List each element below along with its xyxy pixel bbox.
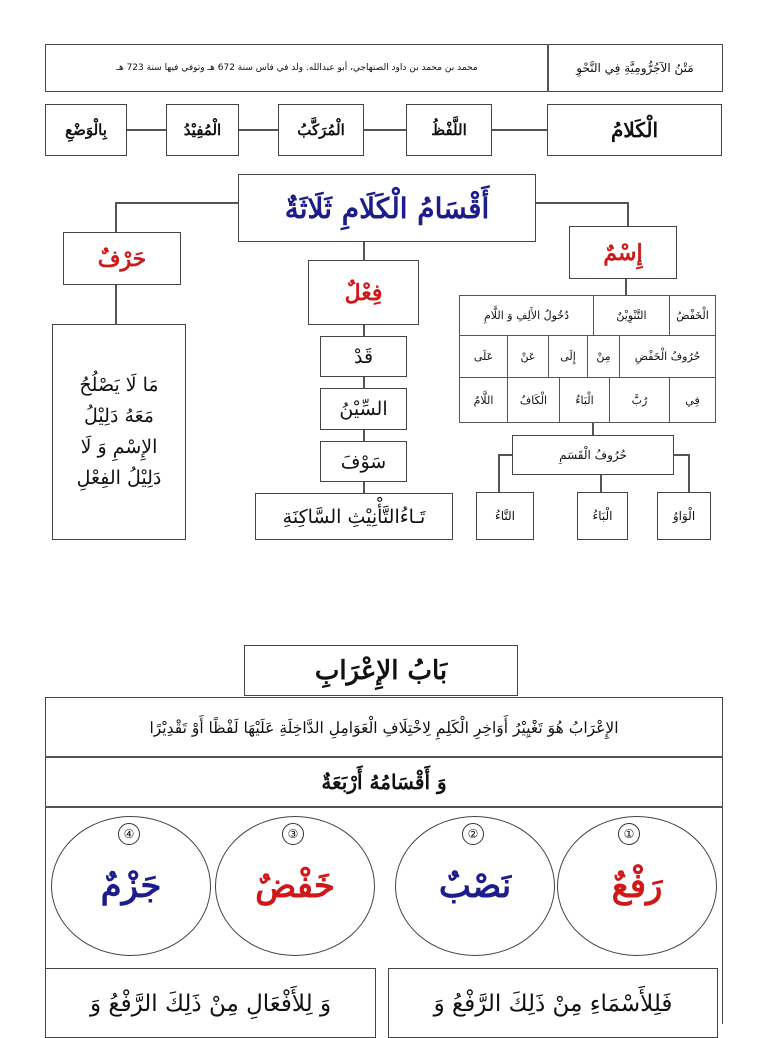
fiil-box: فِعْلٌ bbox=[308, 260, 419, 325]
connector bbox=[498, 454, 500, 492]
parts-title: أَقْسَامُ الْكَلَامِ ثَلَاثَةٌ bbox=[238, 174, 536, 242]
connector bbox=[115, 202, 238, 204]
ism-cell: الْبَاءُ bbox=[559, 377, 610, 423]
irab-type-jazm bbox=[51, 816, 211, 956]
connector bbox=[363, 242, 365, 260]
ism-cell: اللَّامُ bbox=[459, 377, 508, 423]
chain-bilwad: بِالْوَضْعِ bbox=[45, 104, 127, 156]
number-badge: ② bbox=[462, 823, 484, 845]
connector bbox=[592, 423, 594, 435]
connector bbox=[115, 285, 117, 325]
number-badge: ③ bbox=[282, 823, 304, 845]
connector bbox=[625, 279, 627, 295]
chain-mufid: الْمُفِيْدُ bbox=[166, 104, 239, 156]
ism-cell: رُبَّ bbox=[609, 377, 670, 423]
number-badge: ① bbox=[618, 823, 640, 845]
fiil-sign-ta: تَـاءُالتَّأْنِيْثِ السَّاكِنَةِ bbox=[255, 493, 453, 540]
asma-box: فَلِلأَسْمَاءِ مِنْ ذَلِكَ الرَّفْعُ وَ bbox=[388, 968, 718, 1038]
chain-murakkab: الْمُرَكَّبُ bbox=[278, 104, 364, 156]
harf-box: حَرْفٌ bbox=[63, 232, 181, 285]
ism-cell: التَّنْوِيْنُ bbox=[593, 295, 670, 336]
connector bbox=[688, 454, 690, 492]
number-badge: ④ bbox=[118, 823, 140, 845]
fiil-sign-qad: قَدْ bbox=[320, 336, 407, 377]
fiil-sign-sin: السِّيْنُ bbox=[320, 388, 407, 430]
qasam-ba: الْبَاءُ bbox=[577, 492, 628, 540]
irab-divisions-title: وَ أَقْسَامُهُ أَرْبَعَةٌ bbox=[321, 770, 447, 794]
harf-desc-line: مَا لَا يَصْلُحُ bbox=[79, 374, 159, 396]
irab-type-raf bbox=[557, 816, 717, 956]
irab-divider bbox=[45, 806, 723, 808]
qasam-ta: التَّاءُ bbox=[476, 492, 534, 540]
irab-type-label: خَفْضٌ bbox=[255, 866, 335, 906]
connector bbox=[536, 202, 628, 204]
fiil-sign-sawfa: سَوْفَ bbox=[320, 441, 407, 482]
chain-kalam: الْكَلامُ bbox=[547, 104, 722, 156]
chain-lafz: اللَّفْظُ bbox=[406, 104, 492, 156]
irab-type-nasb bbox=[395, 816, 555, 956]
irab-type-label: نَصْبٌ bbox=[438, 866, 512, 906]
ism-cell: فِي bbox=[669, 377, 716, 423]
ism-cell: الْكَافُ bbox=[507, 377, 560, 423]
harf-desc-line: الإِسْمِ وَ لَا bbox=[80, 436, 158, 458]
ism-cell: حُرُوفُ الْخَفْضِ bbox=[619, 335, 716, 378]
connector bbox=[115, 202, 117, 233]
harf-desc-line: مَعَهُ دَلِيْلُ bbox=[84, 405, 154, 427]
qasam-waw: الْوَاوُ bbox=[657, 492, 711, 540]
ism-cell: دُخُولُ الأَلِفِ وَ اللَّامِ bbox=[459, 295, 594, 336]
irab-type-label: جَزْمٌ bbox=[100, 866, 162, 906]
ism-signs-table bbox=[459, 295, 716, 423]
connector bbox=[674, 454, 688, 456]
ism-cell: مِنْ bbox=[587, 335, 620, 378]
ism-cell: عَلَى bbox=[459, 335, 508, 378]
afal-box: وَ لِلأَفْعَالِ مِنْ ذَلِكَ الرَّفْعُ وَ bbox=[45, 968, 376, 1038]
ism-box: إِسْمٌ bbox=[569, 226, 677, 279]
qasam-title: حُرُوفُ الْقَسَمِ bbox=[512, 435, 674, 475]
connector bbox=[498, 454, 512, 456]
header-title: مَتْنُ الآجُرُّومِيَّةِ فِي النَّحْوِ bbox=[576, 61, 694, 75]
ism-cell: عَنْ bbox=[507, 335, 549, 378]
harf-description bbox=[52, 324, 186, 540]
irab-title: بَابُ الإِعْرَابِ bbox=[244, 645, 518, 696]
header-author: محمد بن محمد بن داود الصنهاجي، أبو عبدالله. ولد في فاس سنة 672 هـ وتوفي فيها سنة 723 هـ bbox=[116, 63, 478, 73]
irab-type-label: رَفْعٌ bbox=[611, 866, 663, 906]
irab-definition: الإِعْرَابُ هُوَ تَغْيِيْرُ أَوَاخِرِ الْكَلِمِ لِاخْتِلَافِ الْعَوَامِلِ الدَّاخِلَةِ عَلَيْهَا لَفْظًا أَوْ تَقْدِيْرًا bbox=[149, 718, 619, 737]
harf-desc-line: دَلِيْلُ الفِعْلِ bbox=[76, 467, 162, 489]
irab-type-khafd bbox=[215, 816, 375, 956]
ism-cell: الْخَفْضُ bbox=[669, 295, 716, 336]
connector bbox=[600, 475, 602, 492]
ism-cell: إِلَى bbox=[548, 335, 588, 378]
connector bbox=[627, 202, 629, 228]
